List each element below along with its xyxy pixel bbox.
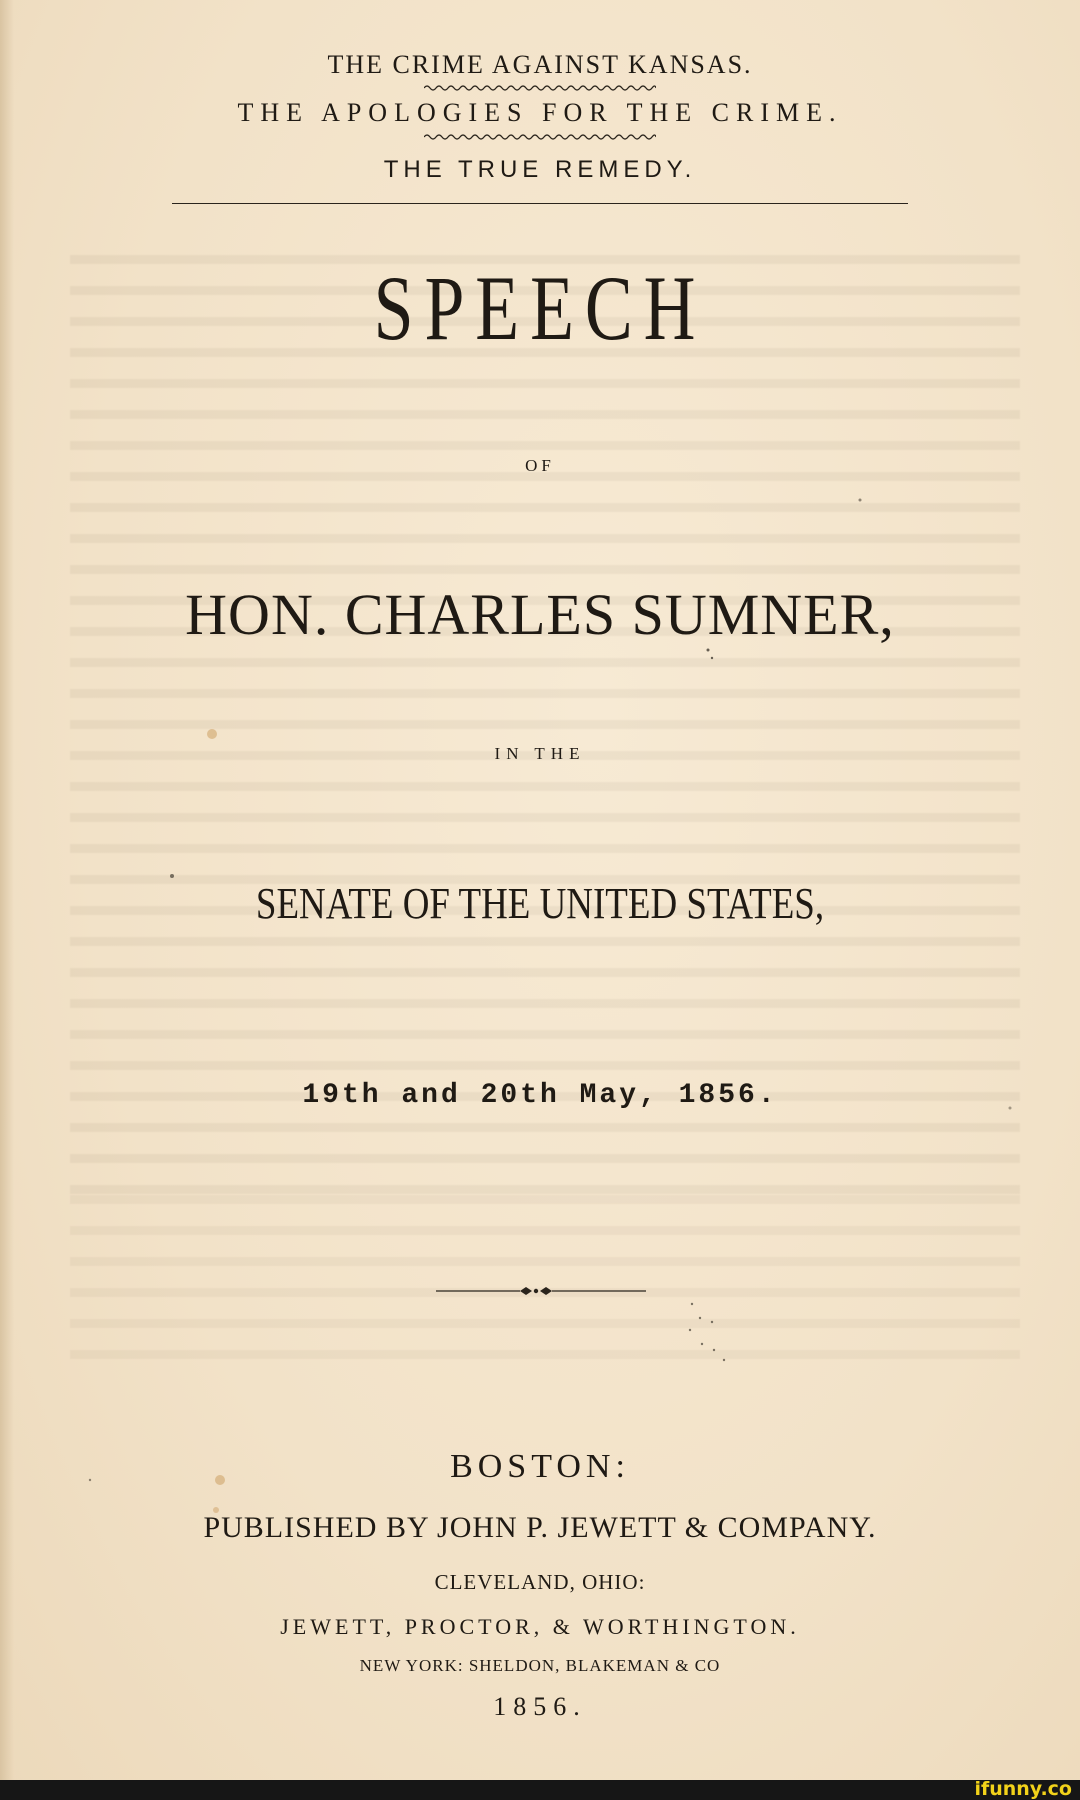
header-line-1: THE CRIME AGAINST KANSAS. bbox=[327, 50, 753, 79]
header-line-2: THE APOLOGIES FOR THE CRIME. bbox=[237, 98, 843, 127]
speech-date: 19th and 20th May, 1856. bbox=[302, 1080, 778, 1111]
imprint-city: BOSTON: bbox=[450, 1448, 630, 1485]
watermark: ifunny.co bbox=[974, 1778, 1072, 1800]
imprint-city-2: CLEVELAND, OHIO: bbox=[434, 1570, 646, 1594]
title-of: OF bbox=[525, 456, 555, 475]
header-line-3: THE TRUE REMEDY. bbox=[383, 156, 697, 183]
imprint-city-3: NEW YORK: SHELDON, BLAKEMAN & CO bbox=[359, 1656, 721, 1675]
imprint-year: 1856. bbox=[493, 1692, 587, 1721]
imprint-publisher: PUBLISHED BY JOHN P. JEWETT & COMPANY. bbox=[203, 1511, 877, 1544]
imprint-publisher-2: JEWETT, PROCTOR, & WORTHINGTON. bbox=[280, 1614, 800, 1639]
footer-bar bbox=[0, 1780, 1080, 1800]
speaker-name: HON. CHARLES SUMNER, bbox=[185, 582, 895, 647]
venue: SENATE OF THE UNITED STATES, bbox=[255, 879, 825, 928]
title-speech: SPEECH bbox=[373, 257, 707, 359]
title-in-the: IN THE bbox=[494, 744, 586, 763]
